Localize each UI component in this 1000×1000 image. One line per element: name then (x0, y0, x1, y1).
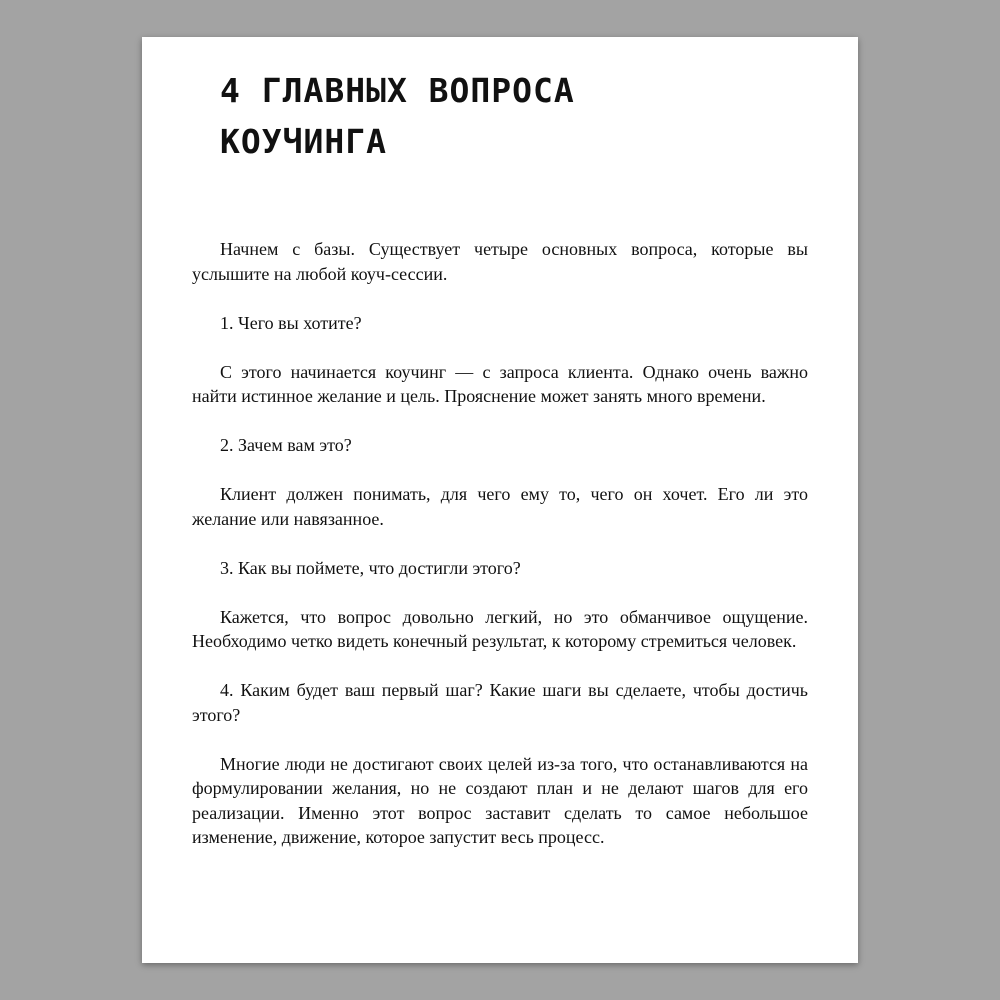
document-page (142, 37, 858, 963)
title-line-2: КОУЧИНГА (220, 122, 387, 161)
intro-paragraph: Начнем с базы. Существует четыре основных вопроса, которые вы услышите на любой коуч-сессии. (192, 239, 808, 284)
answer-3-paragraph: Кажется, что вопрос довольно легкий, но это обманчивое ощущение. Необходимо четко видеть конечный результат, к которому стремиться человек. (192, 606, 808, 651)
answer-4-paragraph: Многие люди не достигают своих целей из-за того, что останавливаются на формулировании желания, но не создают план и не делают шагов для его реализации. Именно этот вопрос заставит сделать то самое небольшое изменение, движение, которое запустит весь процесс. (192, 753, 808, 847)
question-2: 2. Зачем вам это? (220, 435, 352, 455)
answer-1-paragraph: С этого начинается коучинг — с запроса клиента. Однако очень важно найти истинное желание и цель. Прояснение может занять много времени. (192, 361, 808, 406)
question-3: 3. Как вы поймете, что достигли этого? (220, 557, 521, 578)
title-line-1: 4 ГЛАВНЫХ ВОПРОСА (220, 71, 575, 110)
question-4: 4. Каким будет ваш первый шаг? Какие шаги вы сделаете, чтобы достичь этого? (192, 680, 808, 725)
body-text (192, 237, 808, 850)
answer-2-paragraph: Клиент должен понимать, для чего ему то, чего он хочет. Его ли это желание или навязанное. (192, 484, 808, 529)
page-title (220, 65, 780, 167)
question-1: 1. Чего вы хотите? (220, 312, 362, 333)
